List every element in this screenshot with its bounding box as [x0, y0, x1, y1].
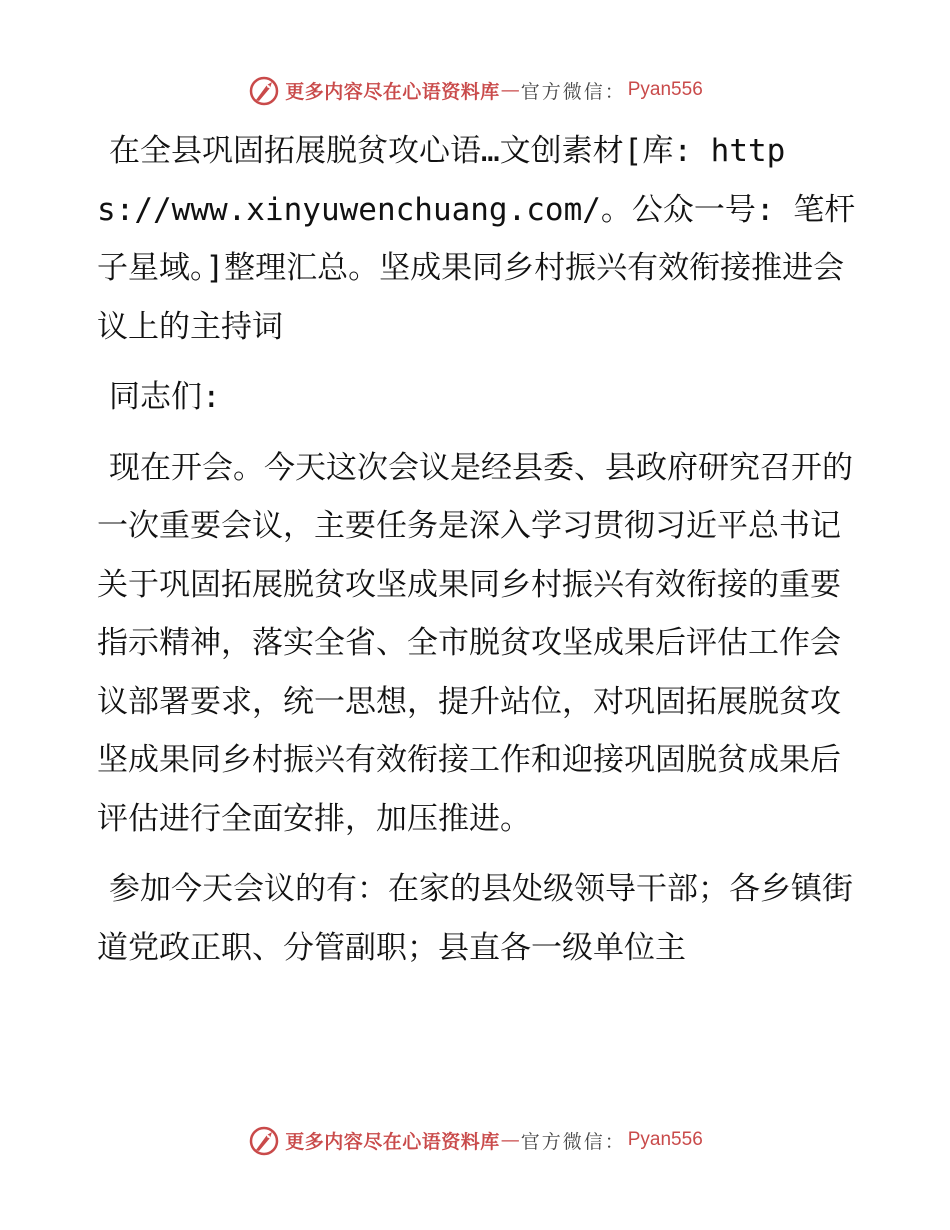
header-watermark-banner [0, 70, 950, 110]
banner-wechat-label: 官方微信： [520, 80, 626, 103]
pen-nib-logo-icon [247, 1123, 281, 1157]
body-paragraph: 参加今天会议的有：在家的县处级领导干部；各乡镇街道党政正职、分管副职；县直各一级单位主 [97, 871, 853, 966]
pen-nib-logo-icon [247, 73, 281, 107]
body-paragraph: 现在开会。今天这次会议是经县委、县政府研究召开的一次重要会议，主要任务是深入学习贯彻习近平总书记关于巩固拓展脱贫攻坚成果同乡村振兴有效衔接的重要指示精神，落实全省、全市脱贫攻坚成果后评估工作会议部署要求，统一思想，提升站位，对巩固拓展脱贫攻坚成果同乡村振兴有效衔接工作和迎接巩固脱贫成果后评估进行全面安排，加压推进。 [97, 449, 853, 837]
salutation-paragraph: 同志们: [109, 379, 221, 415]
banner-brand-text: 更多内容尽在心语资料库 [285, 1130, 500, 1153]
banner-wechat-label: 官方微信： [520, 1130, 626, 1153]
banner-wechat-account: Pyan556 [627, 1129, 703, 1150]
banner-dash: — [500, 79, 520, 101]
document-body [97, 122, 857, 989]
title-paragraph: 在全县巩固拓展脱贫攻心语…文创素材[库: https://www.xinyuwenchuang.com/。公众一号: 笔杆子星域。]整理汇总。坚成果同乡村振兴有效衔接推进会议上的主持词 [97, 133, 856, 345]
banner-brand-text: 更多内容尽在心语资料库 [285, 80, 500, 103]
banner-dash: — [500, 1129, 520, 1151]
footer-watermark-banner [0, 1120, 950, 1160]
banner-wechat-account: Pyan556 [627, 79, 703, 100]
